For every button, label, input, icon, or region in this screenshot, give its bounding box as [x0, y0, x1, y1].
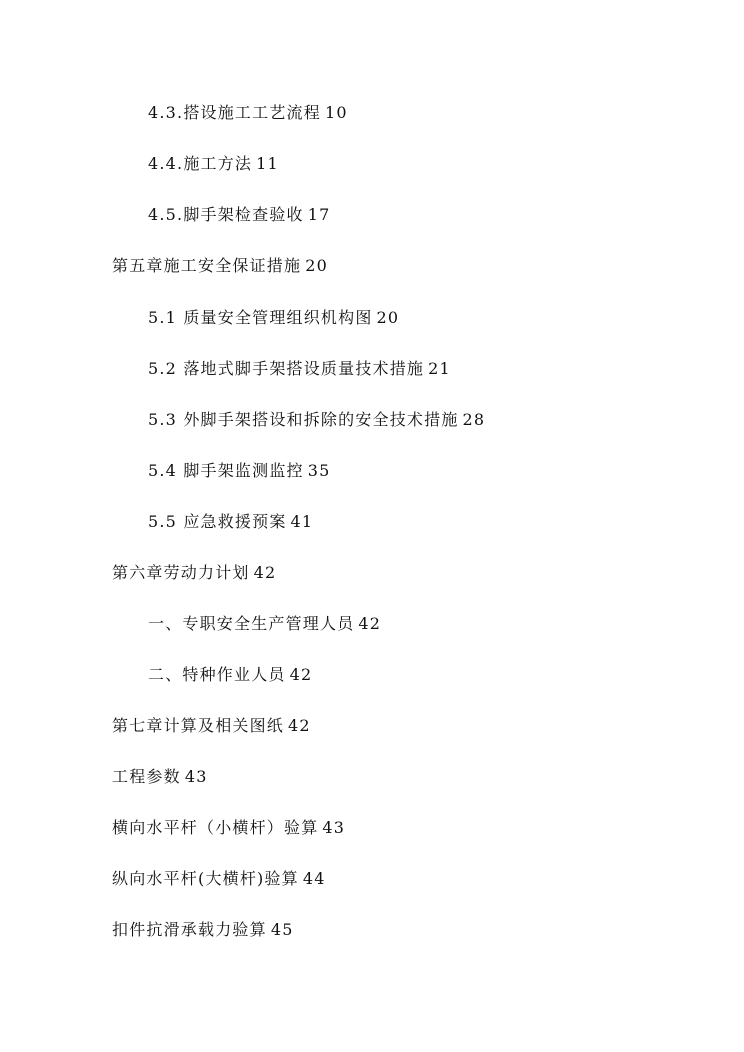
toc-entry-page: 20	[305, 256, 328, 275]
toc-entry-page: 42	[358, 614, 382, 633]
toc-entry	[112, 920, 294, 940]
toc-entry-title: 4.3.搭设施工工艺流程	[148, 103, 321, 122]
toc-entry	[148, 103, 348, 123]
toc-entry-title: 5.4 脚手架监测监控	[148, 461, 304, 480]
toc-entry-page: 10	[324, 103, 348, 122]
toc-entry-title: 第七章计算及相关图纸	[112, 716, 285, 735]
toc-entry-title: 第五章施工安全保证措施	[112, 256, 302, 275]
toc-entry-title: 4.4.施工方法	[148, 154, 253, 173]
toc-entry-page: 41	[290, 512, 314, 531]
toc-entry-page: 43	[322, 818, 346, 837]
toc-entry-page: 45	[270, 920, 294, 939]
toc-entry-page: 42	[253, 563, 277, 582]
toc-entry-title: 二、特种作业人员	[148, 665, 286, 684]
toc-entry	[112, 818, 345, 838]
toc-entry-page: 11	[256, 154, 279, 173]
toc-entry	[112, 767, 208, 787]
toc-entry-page: 28	[462, 410, 486, 429]
toc-entry-title: 纵向水平杆(大横杆)验算	[112, 869, 299, 888]
toc-entry	[148, 410, 485, 430]
toc-entry-page: 44	[302, 869, 326, 888]
toc-entry-title: 一、专职安全生产管理人员	[148, 614, 355, 633]
toc-entry-page: 43	[184, 767, 208, 786]
toc-entry	[148, 512, 313, 532]
toc-entry-page: 35	[307, 461, 331, 480]
toc-entry	[112, 256, 328, 276]
toc-entry-page: 42	[289, 665, 313, 684]
toc-entry	[112, 869, 326, 889]
toc-entry-title: 5.3 外脚手架搭设和拆除的安全技术措施	[148, 410, 459, 429]
toc-entry-page: 21	[428, 359, 451, 378]
toc-entry	[148, 461, 331, 481]
toc-entry-title: 工程参数	[112, 767, 181, 786]
toc-entry-page: 20	[376, 308, 400, 327]
toc-entry	[112, 716, 311, 736]
toc-entry-title: 4.5.脚手架检查验收	[148, 205, 304, 224]
toc-entry	[148, 308, 399, 328]
toc-entry	[148, 154, 279, 174]
toc-entry-page: 42	[288, 716, 311, 735]
toc-entry	[148, 205, 331, 225]
toc-entry	[148, 665, 312, 685]
toc-entry-title: 第六章劳动力计划	[112, 563, 250, 582]
toc-entry-title: 5.1 质量安全管理组织机构图	[148, 308, 373, 327]
toc-entry	[148, 359, 451, 379]
toc-entry-title: 扣件抗滑承载力验算	[112, 920, 267, 939]
toc-entry-page: 17	[307, 205, 331, 224]
toc-entry-title: 5.5 应急救援预案	[148, 512, 287, 531]
toc-entry	[148, 614, 381, 634]
toc-entry	[112, 563, 276, 583]
toc-entry-title: 5.2 落地式脚手架搭设质量技术措施	[148, 359, 425, 378]
toc-entry-title: 横向水平杆（小横杆）验算	[112, 818, 319, 837]
